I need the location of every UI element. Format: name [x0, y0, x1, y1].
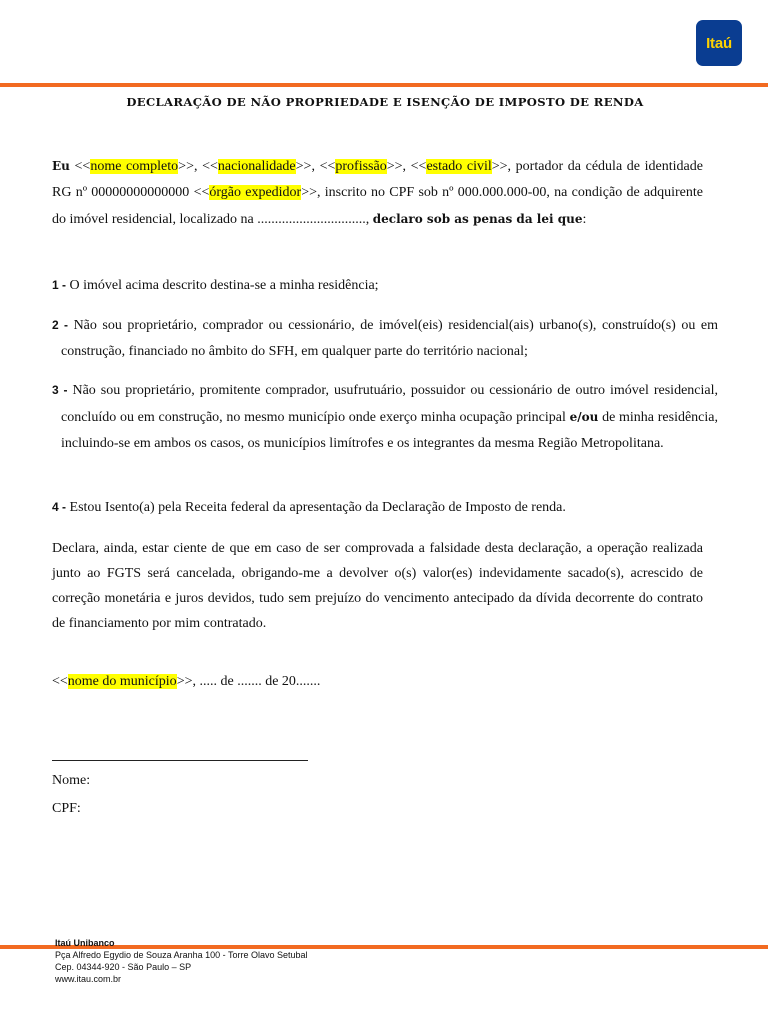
itau-logo — [696, 20, 742, 66]
intro-text: >>, << — [295, 159, 336, 174]
item-text: Estou Isento(a) pela Receita federal da apresentação da Declaração de Imposto de renda. — [66, 500, 566, 515]
intro-text: >>, inscrito no CPF sob nº 000.000.000-00, na condição de adquirente do imóvel residencial, localizado na ..............................., — [52, 185, 703, 227]
item-3 — [52, 377, 718, 457]
field-estado-civil: estado civil — [426, 159, 492, 174]
place-text: << — [52, 674, 68, 689]
item-number: 1 - — [52, 278, 67, 292]
field-profissao: profissão — [335, 159, 387, 174]
item-text: Não sou proprietário, promitente comprador, usufrutuário, possuidor ou cessionário de outro imóvel residencial, concluído ou em construção, no mesmo município onde exerço minha ocupação principal — [61, 383, 718, 425]
header-divider — [0, 83, 768, 87]
intro-text: >>, portador da cédula de identidade RG nº 00000000000000 << — [52, 159, 703, 200]
intro-declaro: declaro sob as penas da lei que — [372, 212, 583, 226]
intro-text: << — [69, 159, 91, 174]
item-eou: e/ou — [569, 410, 599, 424]
logo-text: Itaú — [706, 34, 732, 52]
item-number: 4 - — [52, 500, 67, 514]
intro-text: >>, << — [178, 159, 218, 174]
place-date-line — [52, 669, 320, 695]
intro-eu: Eu — [52, 159, 70, 173]
footer — [55, 937, 308, 985]
item-text: O imóvel acima descrito destina-se a minha residência; — [66, 278, 379, 293]
signature-line — [52, 760, 308, 761]
field-nome-municipio: nome do município — [67, 674, 177, 689]
intro-text: : — [582, 212, 587, 227]
item-2 — [52, 312, 718, 365]
item-4 — [52, 494, 718, 521]
item-number: 3 - — [52, 383, 68, 397]
field-nome-completo: nome completo — [90, 159, 179, 174]
document-title: DECLARAÇÃO DE NÃO PROPRIEDADE E ISENÇÃO DE IMPOSTO DE RENDA — [126, 95, 644, 109]
nome-label: Nome: — [52, 773, 91, 788]
item-text: Não sou proprietário, comprador ou cessionário, de imóvel(eis) residencial(ais) urbano(s), construído(s) ou em construção, financiado no âmbito do SFH, em qualquer parte do território nacional; — [61, 318, 718, 359]
cpf-label: CPF: — [52, 801, 81, 816]
item-number: 2 - — [52, 318, 69, 332]
field-nacionalidade: nacionalidade — [217, 159, 296, 174]
footer-site[interactable]: www.itau.com.br — [55, 974, 122, 984]
place-text: >>, ..... de ....... de 20....... — [176, 674, 321, 689]
footer-address: Pça Alfredo Egydio de Souza Aranha 100 - Torre Olavo Setubal — [55, 950, 308, 960]
item-1 — [52, 272, 718, 299]
declara-paragraph: Declara, ainda, estar ciente de que em caso de ser comprovada a falsidade desta declaração, a operação realizada junto ao FGTS será cancelada, obrigando-me a devolver o(s) valor(es) indevidamente sacado(s), acrescido de correção monetária e juros devidos, tudo sem prejuízo do vencimento antecipado da dívida decorrente do contrato de financiamento por mim contratado. — [52, 541, 703, 631]
footer-company: Itaú Unibanco — [55, 938, 115, 948]
footer-cep: Cep. 04344-920 - São Paulo – SP — [55, 962, 192, 972]
intro-paragraph — [52, 153, 703, 233]
intro-text: >>, << — [386, 159, 427, 174]
item-text: de minha residência, incluindo-se em ambos os casos, os municípios limítrofes e os integrantes da mesma Região Metropolitana. — [61, 410, 718, 451]
field-orgao-expedidor: órgão expedidor — [209, 185, 302, 200]
